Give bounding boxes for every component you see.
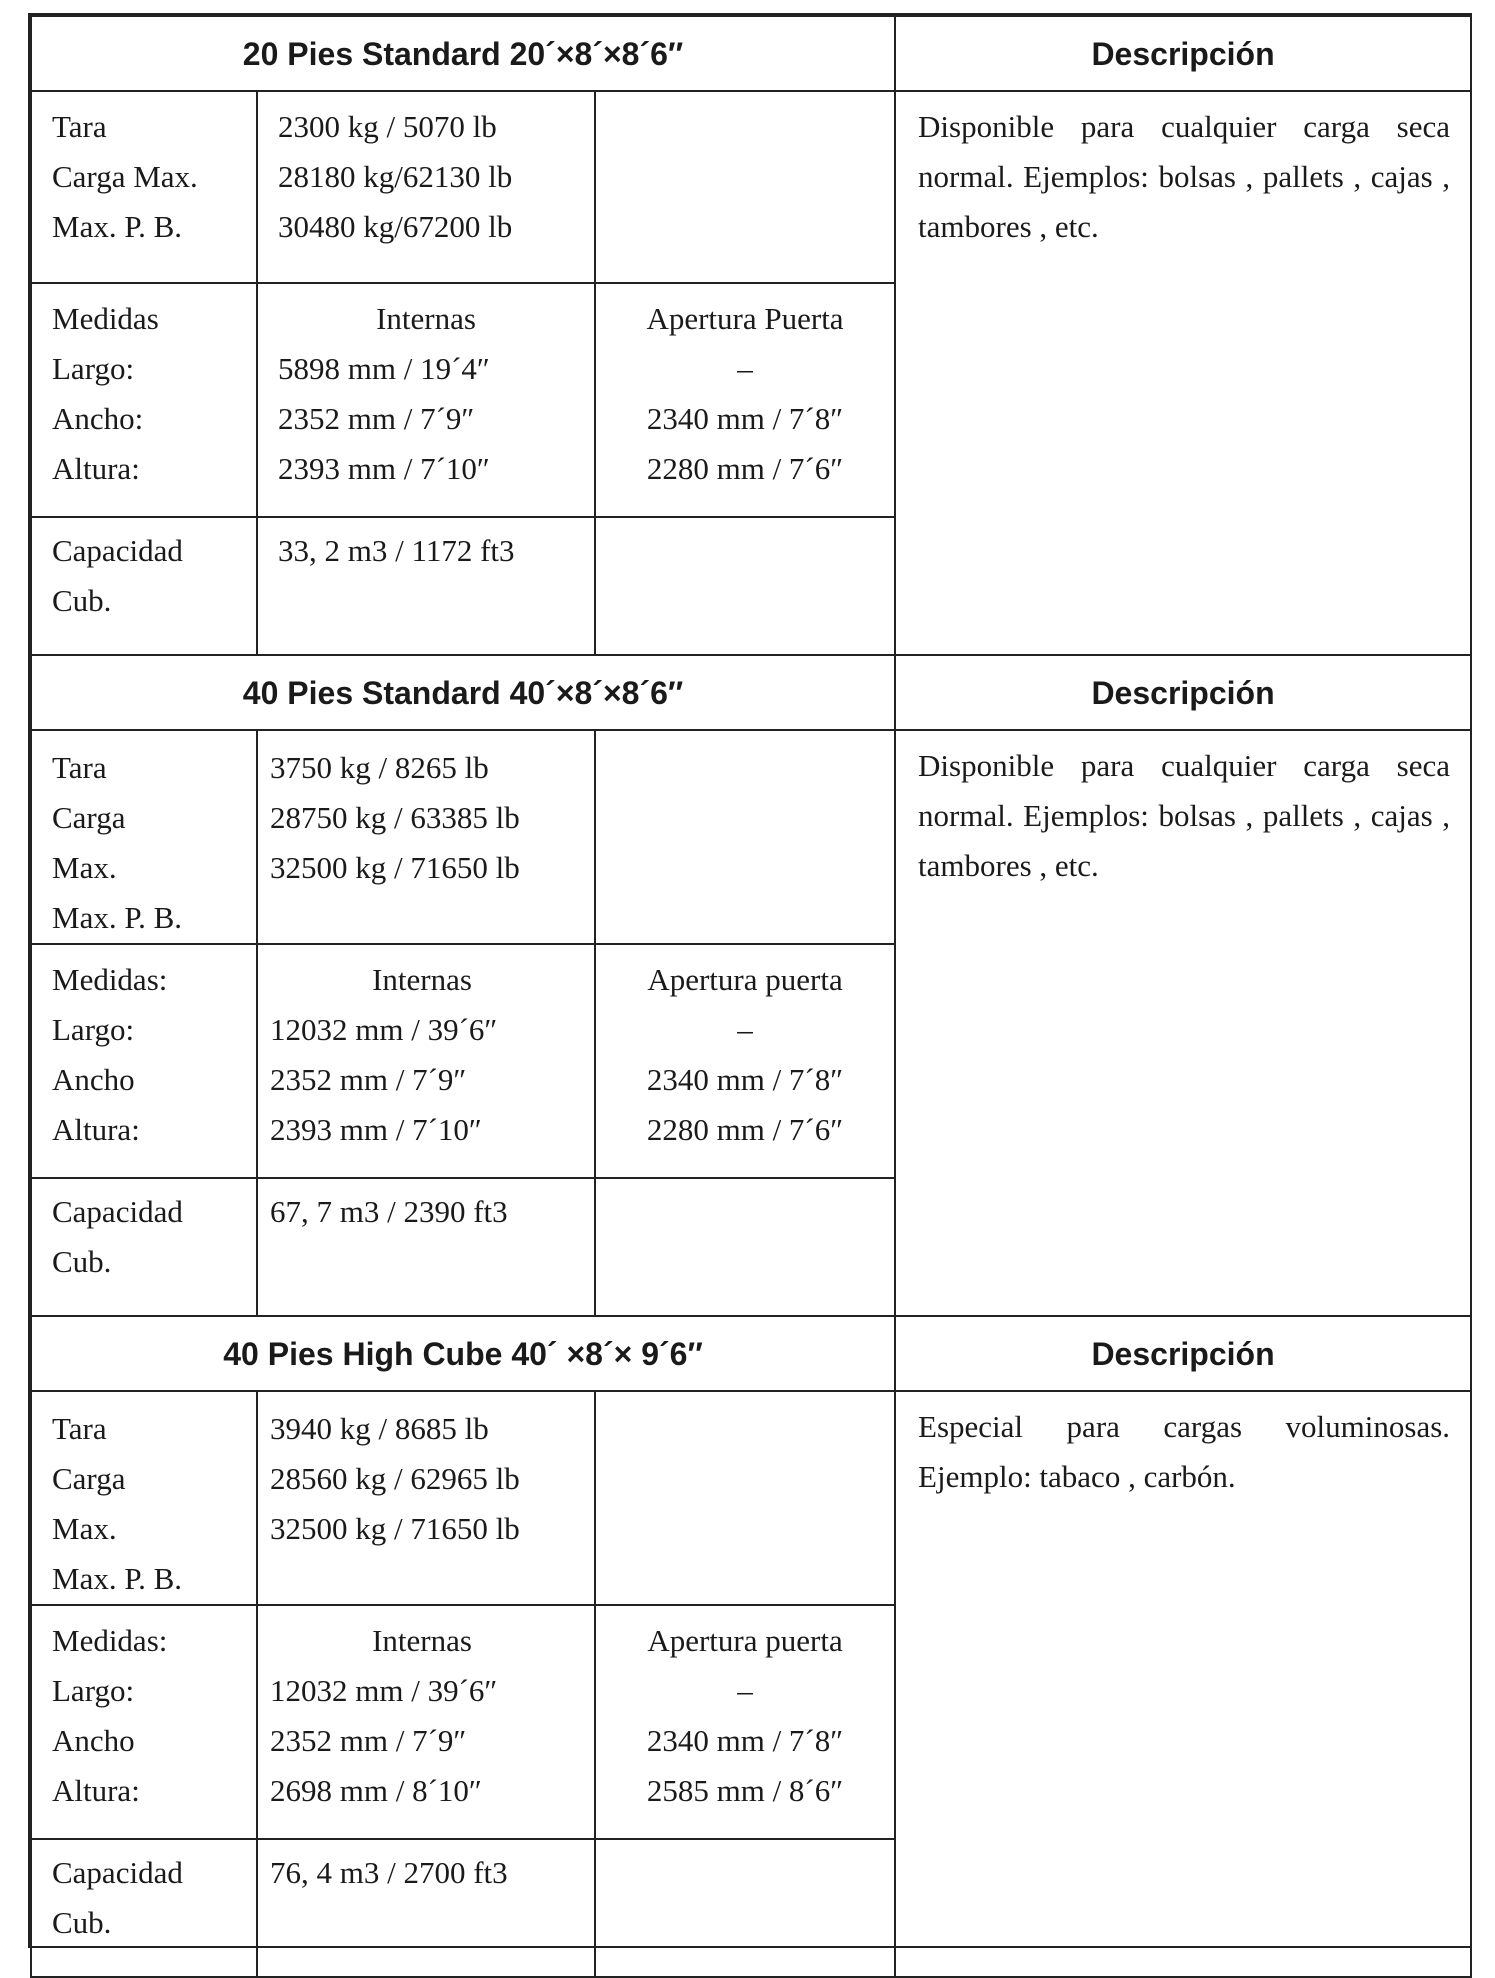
empty-cell: [595, 1839, 895, 1977]
dimension-labels: Medidas Largo: Ancho: Altura:: [31, 283, 257, 517]
description-text: Disponible para cualquier carga seca normal. Ejemplos: bolsas , pallets , cajas , tambores , etc.: [895, 730, 1471, 1316]
door-opening-dimensions: Apertura Puerta – 2340 mm / 7´8″ 2280 mm / 7´6″: [595, 283, 895, 517]
capacity-label: Capacidad Cub.: [31, 1178, 257, 1316]
capacity-label: Capacidad Cub.: [31, 1839, 257, 1977]
description-header: Descripción: [895, 1316, 1471, 1391]
capacity-value: 33, 2 m3 / 1172 ft3: [257, 517, 595, 655]
weight-labels: Tara Carga Max. Max. P. B.: [31, 730, 257, 944]
capacity-label: Capacidad Cub.: [31, 517, 257, 655]
section-title: 40 Pies Standard 40´×8´×8´6″: [31, 655, 895, 730]
description-header: Descripción: [895, 16, 1471, 91]
description-text: Disponible para cualquier carga seca normal. Ejemplos: bolsas , pallets , cajas , tambores , etc.: [895, 91, 1471, 655]
section-header-row: [31, 655, 1471, 730]
door-opening-dimensions: Apertura puerta – 2340 mm / 7´8″ 2280 mm / 7´6″: [595, 944, 895, 1178]
section-title: 20 Pies Standard 20´×8´×8´6″: [31, 16, 895, 91]
weight-labels: Tara Carga Max. Max. P. B.: [31, 91, 257, 283]
weights-row: [31, 730, 1471, 944]
internal-dimensions: Internas 5898 mm / 19´4″ 2352 mm / 7´9″ 2393 mm / 7´10″: [257, 283, 595, 517]
internal-dimensions: Internas 12032 mm / 39´6″ 2352 mm / 7´9″ 2698 mm / 8´10″: [257, 1605, 595, 1839]
weight-labels: Tara Carga Max. Max. P. B.: [31, 1391, 257, 1605]
section-title: 40 Pies High Cube 40´ ×8´× 9´6″: [31, 1316, 895, 1391]
container-specs-table: [30, 15, 1472, 1978]
description-header: Descripción: [895, 655, 1471, 730]
weights-row: [31, 1391, 1471, 1605]
internal-dimensions: Internas 12032 mm / 39´6″ 2352 mm / 7´9″ 2393 mm / 7´10″: [257, 944, 595, 1178]
description-text: Especial para cargas voluminosas. Ejemplo: tabaco , carbón.: [895, 1391, 1471, 1977]
capacity-value: 67, 7 m3 / 2390 ft3: [257, 1178, 595, 1316]
door-opening-dimensions: Apertura puerta – 2340 mm / 7´8″ 2585 mm / 8´6″: [595, 1605, 895, 1839]
weights-row: [31, 91, 1471, 283]
dimension-labels: Medidas: Largo: Ancho Altura:: [31, 944, 257, 1178]
section-header-row: [31, 1316, 1471, 1391]
weight-values: 3940 kg / 8685 lb 28560 kg / 62965 lb 32500 kg / 71650 lb: [257, 1391, 595, 1605]
empty-cell: [595, 517, 895, 655]
empty-cell: [595, 730, 895, 944]
empty-cell: [595, 1178, 895, 1316]
section-header-row: [31, 16, 1471, 91]
dimension-labels: Medidas: Largo: Ancho Altura:: [31, 1605, 257, 1839]
empty-cell: [595, 1391, 895, 1605]
empty-cell: [595, 91, 895, 283]
capacity-value: 76, 4 m3 / 2700 ft3: [257, 1839, 595, 1977]
weight-values: 2300 kg / 5070 lb 28180 kg/62130 lb 30480 kg/67200 lb: [257, 91, 595, 283]
weight-values: 3750 kg / 8265 lb 28750 kg / 63385 lb 32500 kg / 71650 lb: [257, 730, 595, 944]
